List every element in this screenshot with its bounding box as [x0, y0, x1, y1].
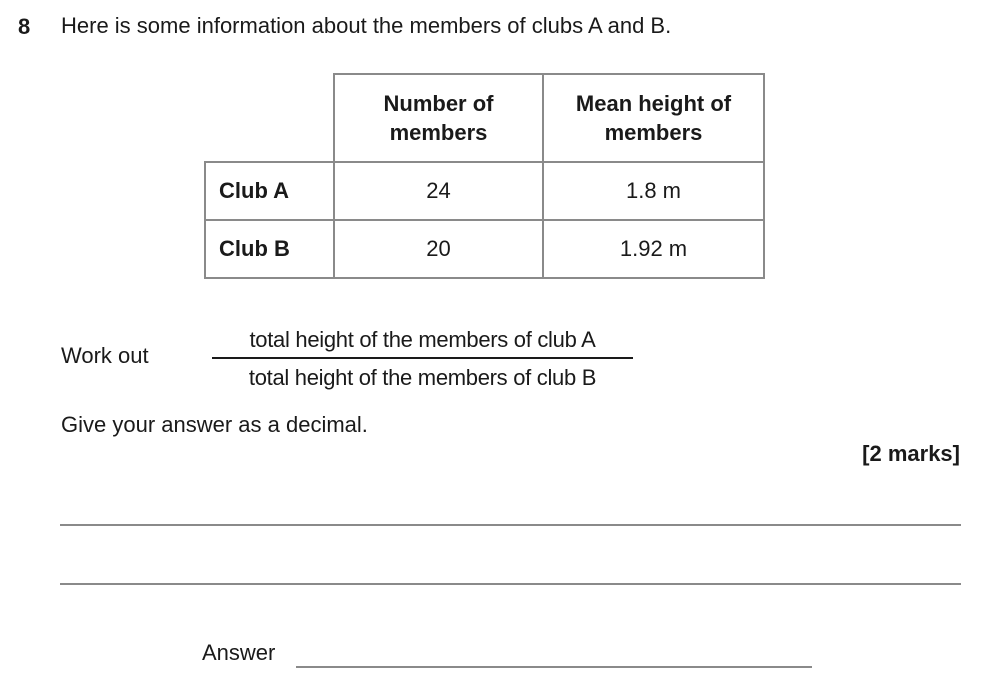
cell-club-b-members: 20 [334, 220, 543, 278]
row-label-club-a: Club A [205, 162, 334, 220]
marks-label: [2 marks] [862, 441, 960, 466]
table-header-row [205, 74, 764, 162]
question-intro: Here is some information about the members of clubs A and B. [61, 13, 672, 38]
fraction-denominator: total height of the members of club B [248, 365, 597, 390]
table-row [205, 162, 764, 220]
working-line[interactable] [60, 583, 961, 585]
answer-label: Answer [202, 640, 276, 665]
cell-club-a-mean-height: 1.8 m [543, 162, 764, 220]
header-number-of-members: Number of members [334, 74, 543, 162]
row-label-club-b: Club B [205, 220, 334, 278]
header-mean-height: Mean height of members [543, 74, 764, 162]
table-row [205, 220, 764, 278]
table-corner-cell [205, 74, 334, 162]
fraction-numerator: total height of the members of club A [212, 325, 633, 359]
working-line[interactable] [60, 524, 961, 526]
answer-line[interactable] [296, 666, 812, 668]
fraction-expression [212, 325, 633, 393]
work-out-label: Work out [61, 343, 149, 368]
club-info-table [204, 73, 765, 279]
cell-club-a-members: 24 [334, 162, 543, 220]
instruction-text: Give your answer as a decimal. [61, 412, 368, 437]
cell-club-b-mean-height: 1.92 m [543, 220, 764, 278]
question-number: 8 [18, 14, 31, 39]
